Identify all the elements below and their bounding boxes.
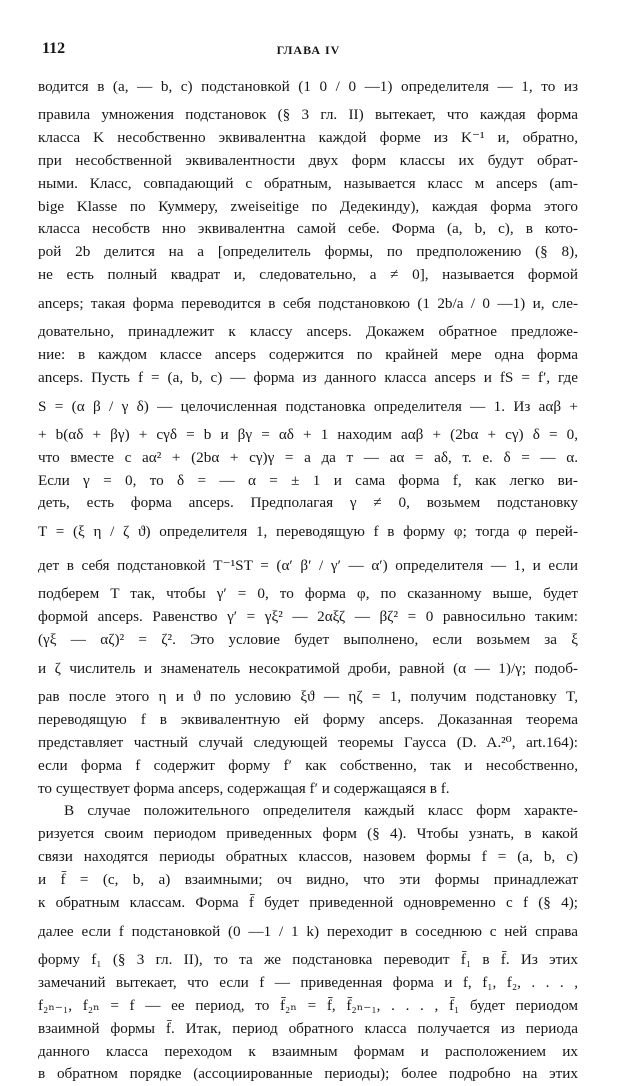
text-line: T = (ξ η / ζ ϑ) определителя 1, переводящую f в форму φ; тогда φ перей-: [38, 523, 578, 541]
text-line: S = (α β / γ δ) — целочисленная подстановка определителя — 1. Из aαβ +: [38, 397, 578, 415]
text-line: связи находятся периоды обратных классов, назовем формы f = (a, b, c): [38, 848, 578, 866]
text-line: к обратным классам. Форма f̄ будет приведенной одновременно с f (§ 4);: [38, 894, 578, 912]
text-line: довательно, принадлежит к классу anceps. Докажем обратное предложе-: [38, 323, 578, 341]
text-line: В случае положительного определителя каждый класс форм характе-: [64, 802, 578, 820]
body-text: [38, 70, 578, 1086]
text-line: bige Klasse по Куммеру, zweiseitige по Дедекинду), каждая форма этого: [38, 197, 578, 215]
text-line: переводящую f в эквивалентную ей форму anceps. Доказанная теорема: [38, 710, 578, 728]
text-line: что вместе с aα² + (2bα + cγ)γ = a да т — aα = aδ, т. е. δ = — α.: [38, 448, 578, 466]
page-header: [0, 40, 617, 62]
text-line: то существует форма anceps, содержащая f′ и содержащаяся в f.: [38, 779, 450, 797]
text-line: ризуется своим периодом приведенных форм (§ 4). Чтобы узнать, в какой: [38, 825, 578, 843]
text-line: далее если f подстановкой (0 —1 / 1 k) переходит в соседнюю с ней справа: [38, 922, 578, 940]
chapter-title: ГЛАВА IV: [276, 43, 341, 57]
text-line: водится в (a, — b, c) подстановкой (1 0 / 0 —1) определителя — 1, то из: [38, 78, 578, 95]
text-line: рав после этого η и ϑ по условию ξϑ — ηζ = 1, получим подстановку T,: [38, 688, 578, 706]
text-line: формой anceps. Равенство γ′ = γξ² — 2αξζ — βζ² = 0 равносильно таким:: [38, 608, 578, 626]
text-line: правила умножения подстановок (§ 3 гл. II) вытекает, что каждая форма: [38, 106, 578, 123]
text-line: + b(αδ + βγ) + cγδ = b и βγ = αδ + 1 находим aαβ + (2bα + cγ) δ = 0,: [38, 425, 578, 443]
text-line: деть, есть форма anceps. Предполагая γ ≠ 0, возьмем подстановку: [38, 494, 578, 512]
text-line: класса несобств нно эквивалентна самой себе. Форма (a, b, c), в кото-: [38, 220, 578, 238]
text-line: данного класса переходом к взаимным формам и расположением их: [38, 1042, 578, 1060]
text-line: f₂ₙ₋₁, f₂ₙ = f — ее период, то f̄₂ₙ = f̄, f̄₂ₙ₋₁, . . . , f̄₁ будет периодом: [38, 996, 578, 1014]
text-line: (γξ — αζ)² = ζ². Это условие будет выполнено, если возьмем за ξ: [38, 631, 578, 649]
text-line: ными. Класс, совпадающий с обратным, называется класс м anceps (am-: [38, 174, 578, 192]
text-line: Если γ = 0, то δ = — α = ± 1 и сама форма f, как легко ви-: [38, 471, 578, 489]
text-line: в обратном порядке (ассоциированные периоды); более подробно на этих: [38, 1065, 578, 1083]
text-line: рой 2b делится на a [определитель формы, по предположению (§ 8),: [38, 243, 578, 261]
text-line: дет в себя подстановкой T⁻¹ST = (α′ β′ / γ′ — α′) определителя — 1, и если: [38, 557, 578, 575]
text-line: форму f₁ (§ 3 гл. II), то та же подстановка переводит f̄₁ в f̄. Из этих: [38, 950, 578, 968]
text-line: замечаний вытекает, что если f — приведенная форма и f, f₁, f₂, . . . ,: [38, 973, 578, 991]
text-line: подберем T так, чтобы γ′ = 0, то форма φ, по сказанному выше, будет: [38, 585, 578, 603]
text-line: и f̄ = (c, b, a) взаимными; оч видно, что эти формы принадлежат: [38, 871, 578, 889]
text-line: и ζ числитель и знаменатель несократимой дроби, равной (α — 1)/γ; подоб-: [38, 660, 578, 678]
text-line: anceps. Пусть f = (a, b, c) — форма из данного класса anceps и fS = f′, где: [38, 368, 578, 386]
page-number: 112: [42, 40, 66, 57]
text-line: ние: в каждом классе anceps содержится по крайней мере одна форма: [38, 346, 578, 364]
text-line: представляет частный случай следующей теоремы Гаусса (D. A.²⁰, art.164):: [38, 733, 578, 751]
text-line: взаимной формы f̄. Итак, период обратного класса получается из периода: [38, 1019, 578, 1037]
text-line: класса K несобственно эквивалентна каждой форме из K⁻¹ и, обратно,: [38, 128, 578, 146]
text-line: не есть полный квадрат и, следовательно, a ≠ 0], называется формой: [38, 266, 578, 284]
text-line: при несобственной эквивалентности двух форм классы их будут обрат-: [38, 151, 578, 169]
text-line: anceps; такая форма переводится в себя подстановкою (1 2b/a / 0 —1) и, сле-: [38, 295, 578, 313]
text-line: если форма f содержит форму f′ как собственно, так и несобственно,: [38, 756, 578, 774]
